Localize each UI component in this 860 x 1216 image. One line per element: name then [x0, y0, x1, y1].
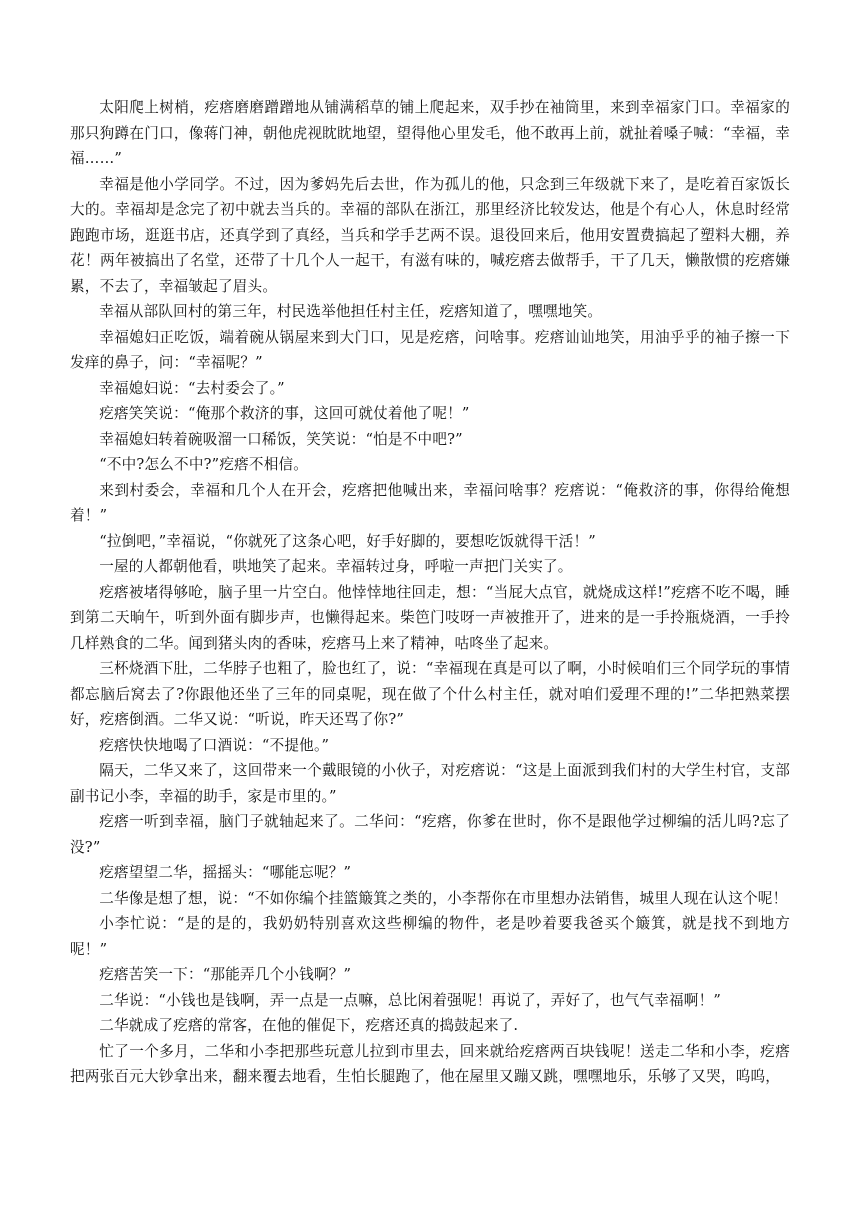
paragraph: 幸福从部队回村的第三年，村民选举他担任村主任，疙瘩知道了，嘿嘿地笑。: [99, 303, 603, 320]
paragraph: 太阳爬上树梢，疙瘩磨磨蹭蹭地从铺满稻草的铺上爬起来，双手抄在袖筒里，来到幸福家门口。幸福家的那只狗蹲在门口，像蒋门神，朝他虎视眈眈地望，望得他心里发毛，他不敢再上前，就扯着嗓子喊：“幸福，幸福……”: [70, 99, 790, 167]
paragraph: 忙了一个多月，二华和小李把那些玩意儿拉到市里去，回来就给疙瘩两百块钱呢！送走二华和小李，疙瘩把两张百元大钞拿出来，翻来覆去地看，生怕长腿跑了，他在屋里又蹦又跳，嘿嘿地乐，乐够了又哭，呜呜，: [70, 1042, 790, 1085]
paragraph: 一屋的人都朝他看，哄地笑了起来。幸福转过身，呼啦一声把门关实了。: [99, 558, 573, 575]
paragraph: 疙瘩望望二华，摇摇头：“哪能忘呢？”: [99, 864, 352, 881]
paragraph: 二华说：“小钱也是钱啊，弄一点是一点嘛，总比闲着强呢！再说了，弄好了，也气气幸福啊！”: [99, 991, 722, 1009]
paragraph: 疙瘩快快地喝了口酒说：“不提他。”: [99, 736, 330, 754]
paragraph: 疙瘩被堵得够呛，脑子里一片空白。他悻悻地往回走，想：“当屁大点官，就烧成这样!”疙瘩不吃不喝，睡到第二天晌午，听到外面有脚步声，也懒得起来。柴笆门吱呀一声被推开了，进来的是一手拎瓶烧酒，一手拎几样熟食的二华。闻到猪头肉的香味，疙瘩马上来了精神，咕咚坐了起来。: [70, 583, 790, 652]
paragraph: 幸福媳妇正吃饭，端着碗从锅屋来到大门口，见是疙瘩，问啥事。疙瘩讪讪地笑，用油乎乎的袖子擦一下发痒的鼻子，问：“幸福呢？”: [70, 328, 790, 371]
paragraph: 二华就成了疙瘩的常客，在他的催促下，疙瘩还真的捣鼓起来了.: [99, 1017, 519, 1034]
paragraph: 疙瘩苦笑一下：“那能弄几个小钱啊？”: [99, 966, 352, 983]
paragraph: 隔天，二华又来了，这回带来一个戴眼镜的小伙子，对疙瘩说：“这是上面派到我们村的大学生村官，支部副书记小李，幸福的助手，家是市里的。”: [70, 762, 790, 805]
paragraph: 来到村委会，幸福和几个人在开会，疙瘩把他喊出来，幸福问啥事？疙瘩说：“俺救济的事，你得给俺想着！”: [70, 481, 790, 524]
paragraph: 幸福媳妇说：“去村委会了。”: [99, 379, 285, 397]
paragraph: 小李忙说：“是的是的，我奶奶特别喜欢这些柳编的物件，老是吵着要我爸买个簸箕，就是找不到地方呢！”: [70, 915, 790, 958]
paragraph: 幸福媳妇转着碗吸溜一口稀饭，笑笑说：“怕是不中吧?”: [99, 430, 463, 448]
paragraph: 三杯烧酒下肚，二华脖子也粗了，脸也红了，说：“幸福现在真是可以了啊，小时候咱们三个同学玩的事情都忘脑后窝去了?你跟他还坐了三年的同桌呢，现在做了个什么村主任，就对咱们爱理不理的!”二华把熟菜摆好，疙瘩倒酒。二华又说：“听说，昨天还骂了你?”: [70, 660, 790, 728]
paragraph: 疙瘩笑笑说：“俺那个救济的事，这回可就仗着他了呢！”: [99, 405, 470, 422]
paragraph: “不中?怎么不中?”疙瘩不相信。: [99, 456, 309, 473]
paragraph: 疙瘩一听到幸福，脑门子就轴起来了。二华问：“疙瘩，你爹在世时，你不是跟他学过柳编的活儿吗?忘了没?”: [70, 813, 790, 856]
paragraph: 幸福是他小学同学。不过，因为爹妈先后去世，作为孤儿的他，只念到三年级就下来了，是吃着百家饭长大的。幸福却是念完了初中就去当兵的。幸福的部队在浙江，那里经济比较发达，他是个有心人，休息时经常跑跑市场，逛逛书店，还真学到了真经，当兵和学手艺两不误。退役回来后，他用安置费搞起了塑料大棚，养花！两年被搞出了名堂，还带了十几个人一起干，有滋有味的，喊疙瘩去做帮手，干了几天，懒散惯的疙瘩嫌累，不去了，幸福皱起了眉头。: [70, 175, 790, 295]
paragraph: 二华像是想了想，说：“不如你编个挂篮簸箕之类的，小李帮你在市里想办法销售，城里人现在认这个呢！: [99, 889, 788, 907]
paragraph: “拉倒吧，”幸福说，“你就死了这条心吧，好手好脚的，要想吃饭就得干活！”: [99, 532, 596, 550]
